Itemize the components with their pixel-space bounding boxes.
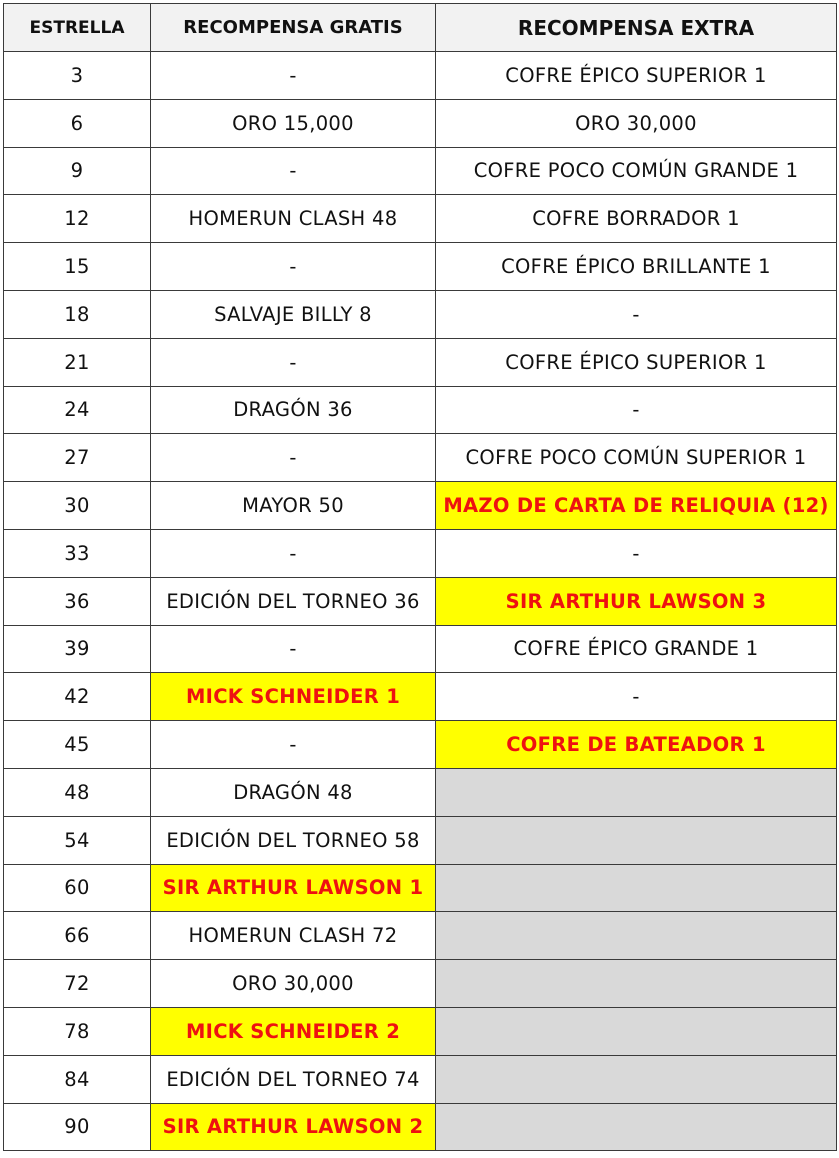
- extra-reward-cell-highlighted: COFRE DE BATEADOR 1: [436, 721, 837, 769]
- extra-reward-cell-highlighted: SIR ARTHUR LAWSON 3: [436, 577, 837, 625]
- extra-reward-cell: -: [436, 290, 837, 338]
- star-cell: 27: [4, 434, 151, 482]
- star-cell: 48: [4, 768, 151, 816]
- extra-reward-cell: COFRE POCO COMÚN GRANDE 1: [436, 147, 837, 195]
- star-cell: 3: [4, 52, 151, 100]
- star-cell: 15: [4, 243, 151, 291]
- free-reward-cell: MAYOR 50: [151, 482, 436, 530]
- extra-reward-cell: COFRE ÉPICO BRILLANTE 1: [436, 243, 837, 291]
- table-row: [4, 99, 837, 147]
- header-free-reward: RECOMPENSA GRATIS: [151, 4, 436, 52]
- star-cell: 24: [4, 386, 151, 434]
- star-cell: 33: [4, 529, 151, 577]
- star-cell: 66: [4, 912, 151, 960]
- extra-reward-cell: ORO 30,000: [436, 99, 837, 147]
- star-cell: 12: [4, 195, 151, 243]
- table-row: [4, 625, 837, 673]
- star-cell: 78: [4, 1007, 151, 1055]
- free-reward-cell: -: [151, 529, 436, 577]
- star-cell: 60: [4, 864, 151, 912]
- extra-reward-cell-highlighted: MAZO DE CARTA DE RELIQUIA (12): [436, 482, 837, 530]
- free-reward-cell: ORO 30,000: [151, 960, 436, 1008]
- free-reward-cell: HOMERUN CLASH 72: [151, 912, 436, 960]
- extra-reward-cell-empty: [436, 768, 837, 816]
- table-row: [4, 1055, 837, 1103]
- table-row: [4, 864, 837, 912]
- extra-reward-cell: COFRE BORRADOR 1: [436, 195, 837, 243]
- table-row: [4, 434, 837, 482]
- star-cell: 21: [4, 338, 151, 386]
- table-row: [4, 577, 837, 625]
- table-row: [4, 673, 837, 721]
- table-row: [4, 529, 837, 577]
- star-cell: 36: [4, 577, 151, 625]
- table-row: [4, 243, 837, 291]
- header-extra-reward: RECOMPENSA EXTRA: [436, 4, 837, 52]
- free-reward-cell: -: [151, 625, 436, 673]
- extra-reward-cell-empty: [436, 816, 837, 864]
- free-reward-cell: SALVAJE BILLY 8: [151, 290, 436, 338]
- table-row: [4, 816, 837, 864]
- table-row: [4, 195, 837, 243]
- free-reward-cell: ORO 15,000: [151, 99, 436, 147]
- table-row: [4, 912, 837, 960]
- star-cell: 90: [4, 1103, 151, 1151]
- star-cell: 39: [4, 625, 151, 673]
- free-reward-cell: -: [151, 147, 436, 195]
- table-row: [4, 386, 837, 434]
- free-reward-cell: EDICIÓN DEL TORNEO 58: [151, 816, 436, 864]
- star-cell: 54: [4, 816, 151, 864]
- free-reward-cell: DRAGÓN 36: [151, 386, 436, 434]
- star-cell: 72: [4, 960, 151, 1008]
- table-row: [4, 147, 837, 195]
- free-reward-cell: -: [151, 338, 436, 386]
- star-cell: 42: [4, 673, 151, 721]
- extra-reward-cell-empty: [436, 1055, 837, 1103]
- table-row: [4, 290, 837, 338]
- free-reward-cell-highlighted: SIR ARTHUR LAWSON 1: [151, 864, 436, 912]
- free-reward-cell-highlighted: MICK SCHNEIDER 2: [151, 1007, 436, 1055]
- extra-reward-cell: COFRE ÉPICO GRANDE 1: [436, 625, 837, 673]
- star-cell: 84: [4, 1055, 151, 1103]
- table-row: [4, 1007, 837, 1055]
- table-header: [4, 4, 837, 52]
- star-cell: 45: [4, 721, 151, 769]
- free-reward-cell: DRAGÓN 48: [151, 768, 436, 816]
- free-reward-cell: HOMERUN CLASH 48: [151, 195, 436, 243]
- table-row: [4, 721, 837, 769]
- extra-reward-cell: COFRE ÉPICO SUPERIOR 1: [436, 338, 837, 386]
- free-reward-cell: EDICIÓN DEL TORNEO 74: [151, 1055, 436, 1103]
- free-reward-cell: EDICIÓN DEL TORNEO 36: [151, 577, 436, 625]
- free-reward-cell: -: [151, 434, 436, 482]
- free-reward-cell: -: [151, 52, 436, 100]
- extra-reward-cell-empty: [436, 912, 837, 960]
- extra-reward-cell-empty: [436, 864, 837, 912]
- table-row: [4, 1103, 837, 1151]
- table-row: [4, 768, 837, 816]
- extra-reward-cell: -: [436, 386, 837, 434]
- extra-reward-cell-empty: [436, 1007, 837, 1055]
- free-reward-cell: -: [151, 721, 436, 769]
- extra-reward-cell: -: [436, 673, 837, 721]
- table-row: [4, 960, 837, 1008]
- reward-table: [3, 3, 837, 1151]
- header-star: ESTRELLA: [4, 4, 151, 52]
- star-cell: 30: [4, 482, 151, 530]
- header-row: [4, 4, 837, 52]
- table-row: [4, 338, 837, 386]
- star-cell: 9: [4, 147, 151, 195]
- extra-reward-cell: -: [436, 529, 837, 577]
- free-reward-cell-highlighted: MICK SCHNEIDER 1: [151, 673, 436, 721]
- star-cell: 18: [4, 290, 151, 338]
- extra-reward-cell: COFRE POCO COMÚN SUPERIOR 1: [436, 434, 837, 482]
- extra-reward-cell-empty: [436, 960, 837, 1008]
- star-cell: 6: [4, 99, 151, 147]
- free-reward-cell-highlighted: SIR ARTHUR LAWSON 2: [151, 1103, 436, 1151]
- extra-reward-cell-empty: [436, 1103, 837, 1151]
- free-reward-cell: -: [151, 243, 436, 291]
- table-body: [4, 52, 837, 1151]
- extra-reward-cell: COFRE ÉPICO SUPERIOR 1: [436, 52, 837, 100]
- table-row: [4, 482, 837, 530]
- table-row: [4, 52, 837, 100]
